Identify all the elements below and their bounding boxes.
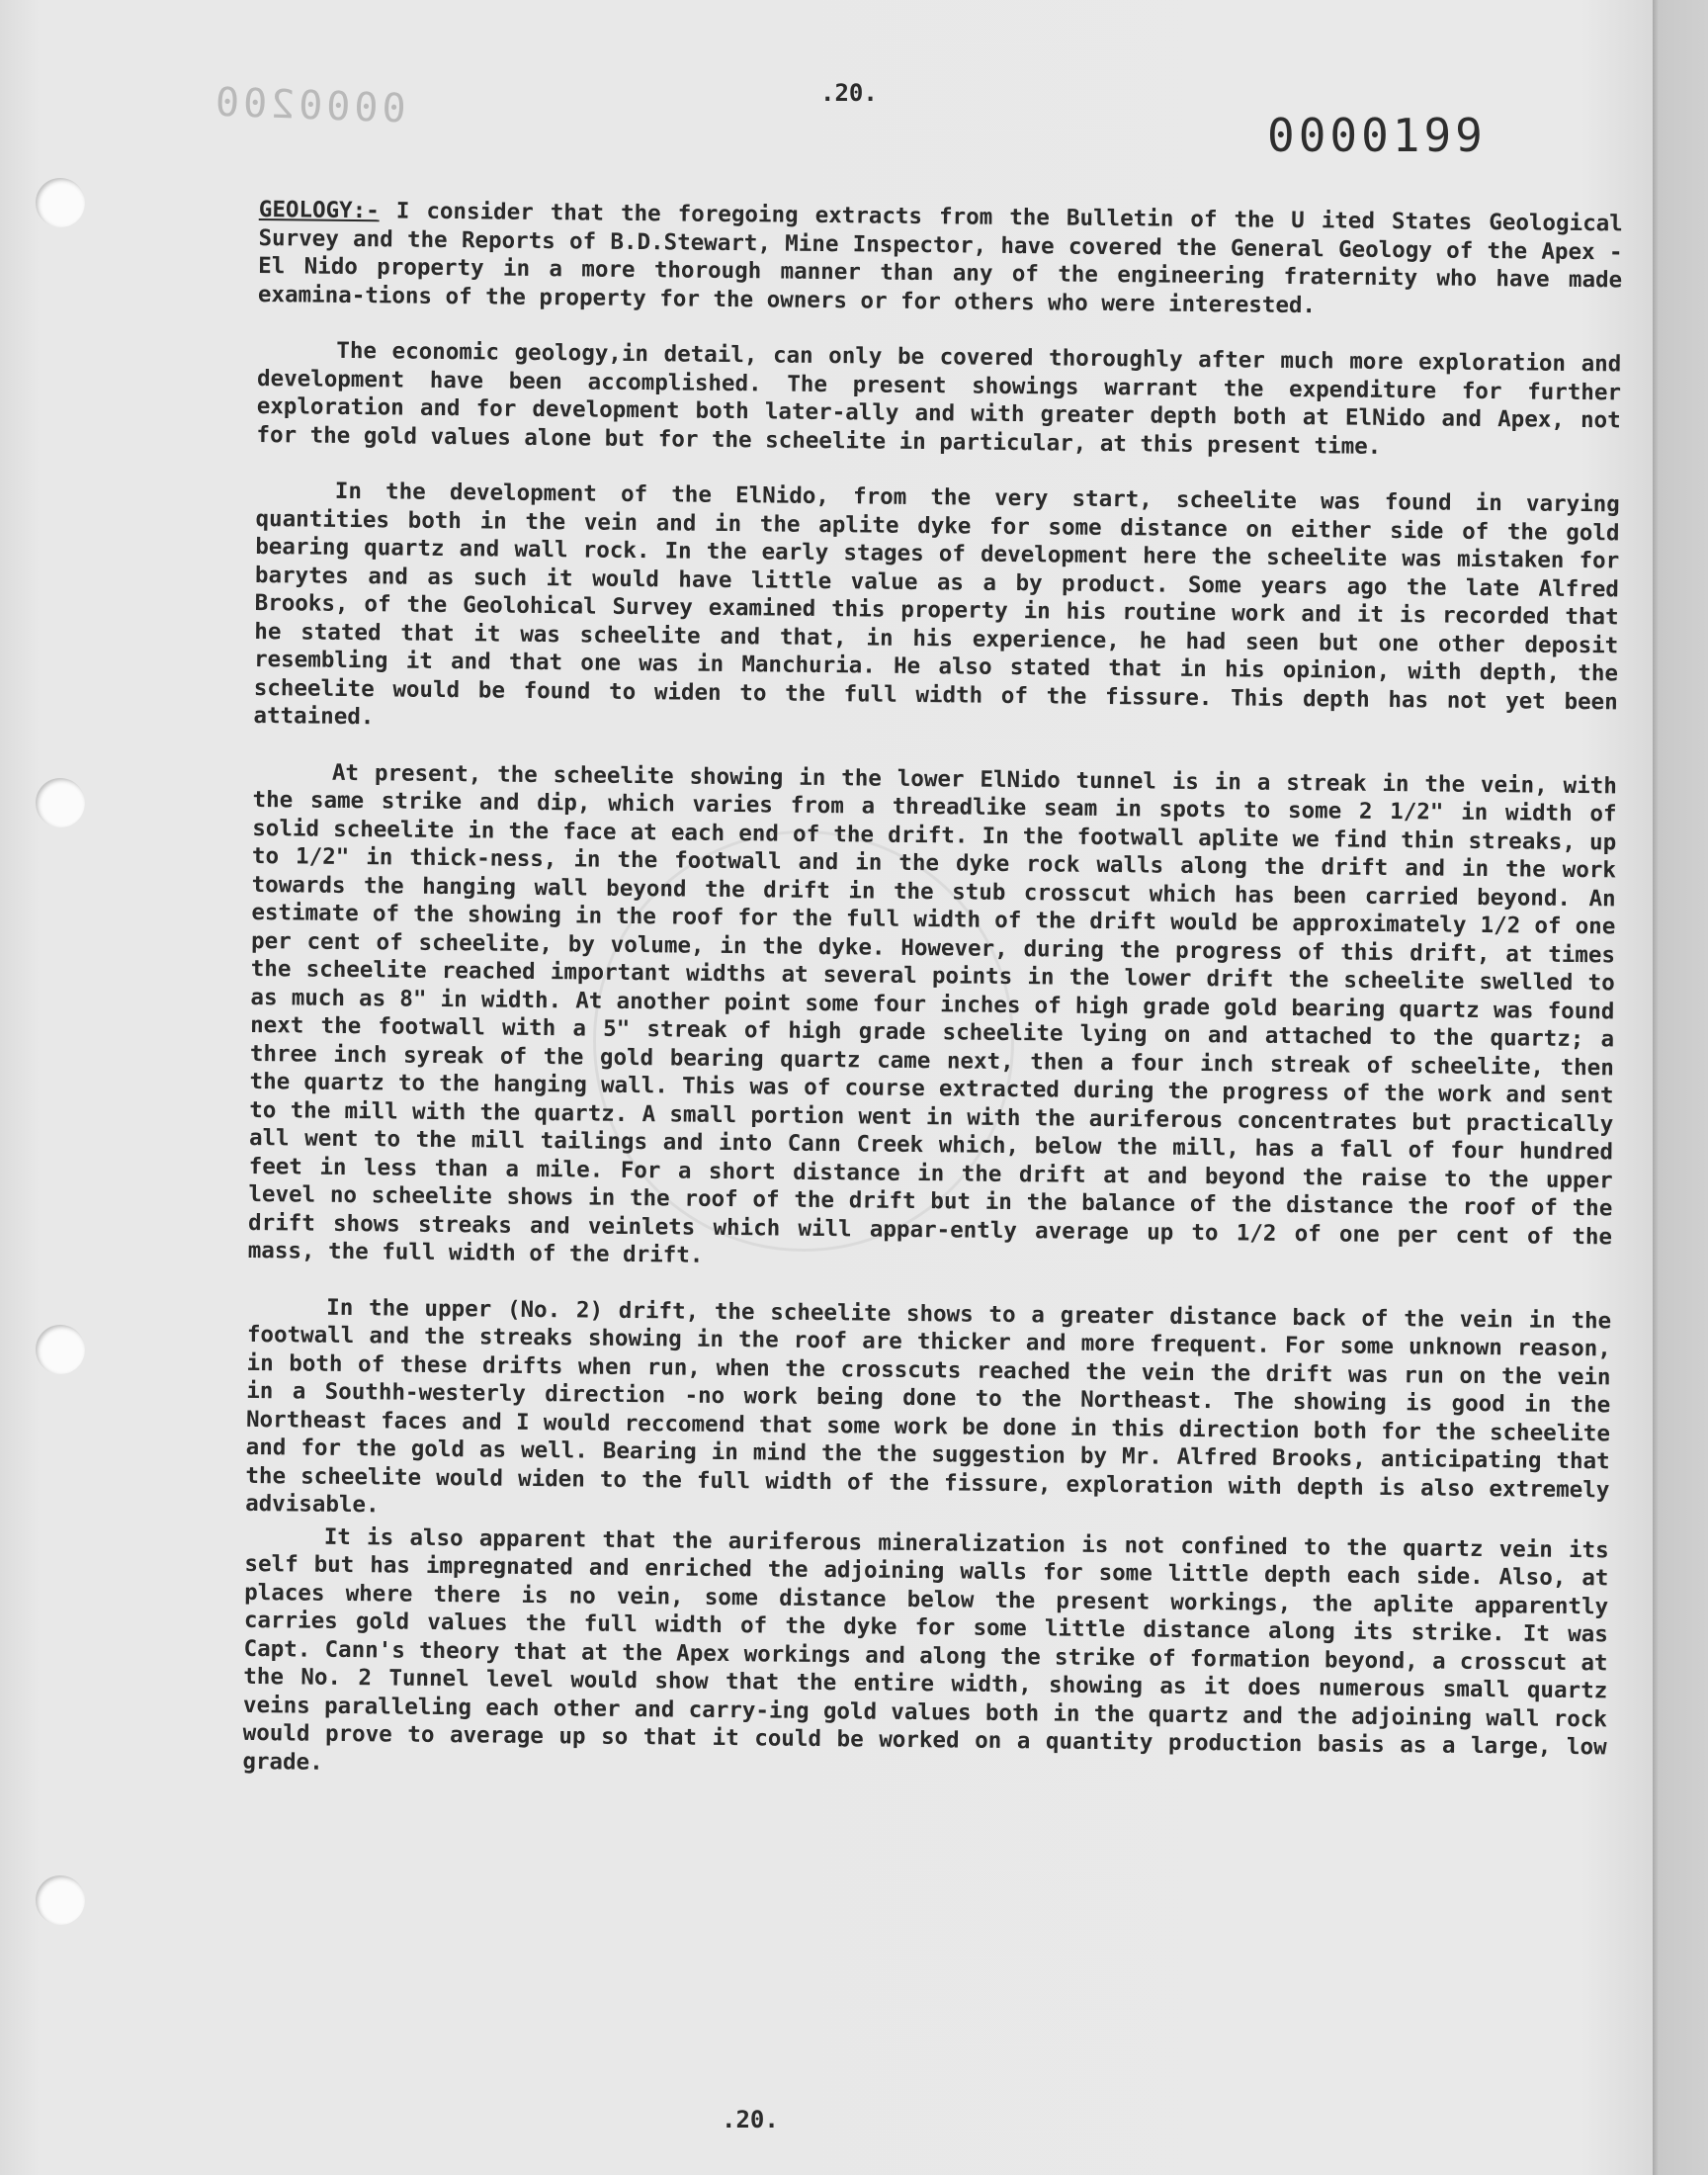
page-edge-shadow	[1653, 0, 1708, 2175]
paragraph: In the upper (No. 2) drift, the scheelite shows to a greater distance back of the vein in the footwall and the streaks showing in the roof are thicker and more frequent. For some unknown reason, in both of these drifts when run, when the crosscuts reached the vein the drift was run on the vein in a Southh-westerly direction -no work being done to the Northeast. The showing is good in the Northeast faces and I would reccomend that some work be done in this direction both for the scheelite and for the gold as well. Bearing in mind the the suggestion by Mr. Alfred Brooks, anticipating that the scheelite would widen to the full width of the fissure, exploration with depth is also extremely advisable.	[245, 1294, 1612, 1519]
paragraph: In the development of the ElNido, from the very start, scheelite was found in varying quantities both in the vein and in the aplite dyke for some distance on either side of the gold bearing quartz and wall rock. In the early stages of development here the scheelite was mistaken for barytes and as such it would have little value as a by product. Some years ago the late Alfred Brooks, of the Geolohical Survey examined this property in his routine work and it is recorded that he stated that it was scheelite and that, in his experience, he had seen but one other deposit resembling it and that one was in Manchuria. He also stated that in his opinion, with depth, the scheelite would be found to widen to the full width of the fissure. This depth has not yet been attained.	[253, 478, 1620, 731]
punch-hole	[36, 778, 85, 827]
paragraph: At present, the scheelite showing in the lower ElNido tunnel is in a streak in the vein, with the same strike and dip, which varies from a threadlike seam in spots to some 2 1/2" in width of solid scheelite in the face at each end of the drift. In the footwall aplite we find thin streaks, up to 1/2" in thick-ness, in the footwall and in the dyke rock walls along the drift and in the work towards the hanging wall beyond the drift in the stub crosscut which has been carried beyond. An estimate of the showing in the roof for the full width of the drift would be approximately 1/2 of one per cent of scheelite, by volume, in the dyke. However, during the progress of this drift, at times the scheelite reached important widths at several points in the lower drift the scheelite swelled to as much as 8" in width. At another point some four inches of high grade gold bearing quartz was found next the footwall with a 5" streak of high grade scheelite lying on and attached to the quartz; a three inch syreak of the gold bearing quartz came next, then a four inch streak of scheelite, then the quartz to the hanging wall. This was of course extracted during the progress of the work and sent to the mill with the quartz. A small portion went in with the auriferous concentrates but practically all went to the mill tailings and into Cann Creek which, below the mill, has a fall of four hundred feet in less than a mile. For a short distance in the drift at and beyond the raise to the upper level no scheelite shows in the roof of the drift but in the balance of the distance the roof of the drift shows streaks and veinlets which will appar-ently average up to 1/2 of one per cent of the mass, the full width of the drift.	[247, 759, 1617, 1268]
body-text	[242, 196, 1623, 1817]
paragraph-geology	[258, 196, 1623, 322]
paragraph: The economic geology,in detail, can only be covered thoroughly after much more exploration and development have been accomplished. The present showings warrant the expenditure for further exploration and for development both later-ally and with greater depth both at ElNido and Apex, not for the gold values alone but for the scheelite in particular, at this present time.	[256, 337, 1622, 460]
paragraph-text: I consider that the foregoing extracts from the Bulletin of the U ited States Geological Survey and the Reports of B.D.Stewart, Mine Inspector, have covered the General Geology of the Apex - El Nido property in a more thorough manner than any of the engineering fraternity who have made examina-tions of the property for the owners or for others who were interested.	[257, 198, 1623, 318]
document-number-stamp: 0000199	[1267, 109, 1487, 162]
punch-hole	[36, 178, 85, 227]
punch-hole	[36, 1325, 85, 1374]
page-number-top: .20.	[820, 79, 878, 107]
page-number-bottom: .20.	[722, 2106, 779, 2133]
punch-hole	[36, 1875, 85, 1925]
section-heading: GEOLOGY:-	[258, 196, 380, 224]
faint-bleedthrough-stamp: 0000200	[211, 79, 407, 132]
paragraph: It is also apparent that the auriferous mineralization is not confined to the quartz vein its self but has impregnated and enriched the adjoining walls for some little depth each side. Also, at places where there is no vein, some distance below the present workings, the aplite apparently carries gold values the full width of the dyke for some little distance along its strike. It was Capt. Cann's theory that at the Apex workings and along the strike of formation beyond, a crosscut at the No. 2 Tunnel level would show that the entire width, showing as it does numerous small quartz veins paralleling each other and carry-ing gold values both in the quartz and the adjoining wall rock would prove to average up so that it could be worked on a quantity production basis as a large, low grade.	[242, 1523, 1609, 1776]
